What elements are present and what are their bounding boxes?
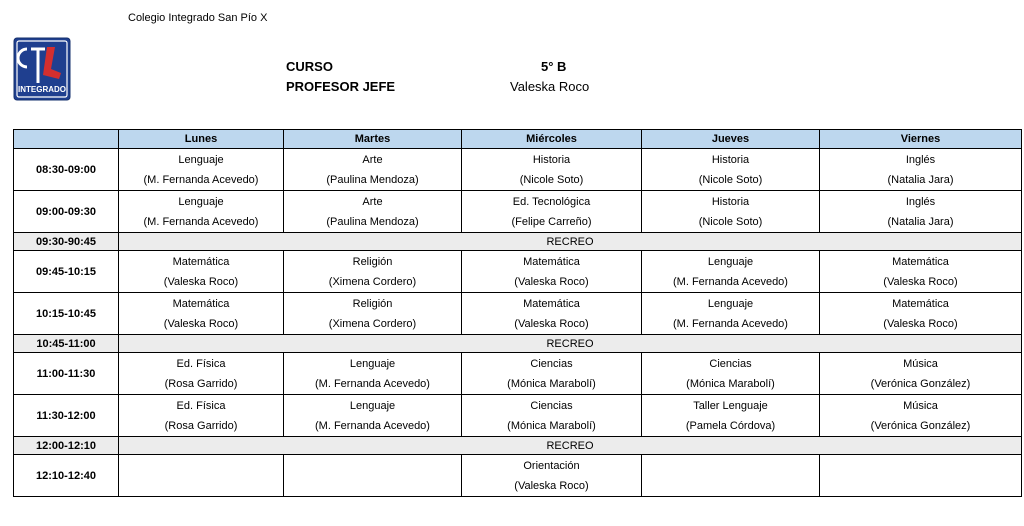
class-cell (284, 395, 462, 437)
teacher-name: (Paulina Mendoza) (326, 215, 419, 228)
teacher-name: (Valeska Roco) (883, 317, 958, 330)
day-header: Viernes (820, 130, 1022, 149)
subject-name: Ed. Física (176, 399, 226, 412)
class-cell (642, 293, 820, 335)
school-logo (13, 37, 71, 101)
class-cell (820, 149, 1022, 191)
time-slot: 10:45-11:00 (14, 335, 119, 353)
subject-name: Religión (352, 255, 393, 268)
teacher-name: (Verónica González) (870, 419, 971, 432)
teacher-name: (Natalia Jara) (887, 215, 954, 228)
subject-name: Arte (362, 153, 383, 166)
subject-name: Ciencias (530, 357, 573, 370)
subject-name: Orientación (523, 459, 580, 472)
subject-name: Lenguaje (178, 195, 224, 208)
class-cell (820, 251, 1022, 293)
subject-name: Historia (532, 153, 571, 166)
class-cell (119, 251, 284, 293)
subject-name: Taller Lenguaje (693, 399, 768, 412)
subject-name: Lenguaje (178, 153, 224, 166)
teacher-name: (Mónica Marabolí) (507, 377, 596, 390)
class-row (14, 455, 1022, 497)
break-label: RECREO (119, 233, 1022, 251)
teacher-name: (M. Fernanda Acevedo) (315, 419, 430, 432)
teacher-name: (M. Fernanda Acevedo) (143, 215, 259, 228)
teacher-name: (Nicole Soto) (698, 173, 763, 186)
class-cell (119, 191, 284, 233)
teacher-name: (Valeska Roco) (883, 275, 958, 288)
subject-name: Historia (711, 153, 750, 166)
teacher-name: (Valeska Roco) (514, 275, 589, 288)
class-cell (284, 455, 462, 497)
class-cell (462, 293, 642, 335)
subject-name: Lenguaje (349, 357, 396, 370)
subject-name: Ed. Física (176, 357, 226, 370)
teacher-name: (M. Fernanda Acevedo) (673, 317, 788, 330)
break-row (14, 437, 1022, 455)
svg-text:INTEGRADO: INTEGRADO (18, 85, 66, 94)
subject-name: Matemática (523, 297, 580, 310)
break-row (14, 233, 1022, 251)
class-row (14, 293, 1022, 335)
time-slot: 09:00-09:30 (14, 191, 119, 233)
class-cell (642, 455, 820, 497)
subject-name: Música (903, 399, 938, 412)
class-cell (284, 251, 462, 293)
subject-name: Matemática (892, 255, 949, 268)
class-cell (119, 455, 284, 497)
time-slot: 11:30-12:00 (14, 395, 119, 437)
subject-name: Ciencias (530, 399, 573, 412)
class-cell (820, 353, 1022, 395)
day-header: Jueves (642, 130, 820, 149)
class-cell (284, 293, 462, 335)
class-row (14, 191, 1022, 233)
class-cell (119, 293, 284, 335)
class-cell (462, 353, 642, 395)
subject-name: Ed. Tecnológica (512, 195, 591, 208)
teacher-name: (Nicole Soto) (519, 173, 584, 186)
teacher-name: (Paulina Mendoza) (326, 173, 419, 186)
school-name: Colegio Integrado San Pío X (128, 12, 268, 24)
subject-name: Arte (362, 195, 383, 208)
subject-name: Matemática (523, 255, 580, 268)
teacher-name: (Ximena Cordero) (328, 275, 417, 288)
class-cell (462, 455, 642, 497)
time-slot: 09:45-10:15 (14, 251, 119, 293)
class-cell (820, 293, 1022, 335)
class-cell (642, 191, 820, 233)
class-row (14, 149, 1022, 191)
time-slot: 12:10-12:40 (14, 455, 119, 497)
subject-name: Lenguaje (707, 255, 754, 268)
class-cell (119, 149, 284, 191)
teacher-name: (Verónica González) (870, 377, 971, 390)
teacher-name: (Rosa Garrido) (164, 419, 238, 432)
class-cell (284, 353, 462, 395)
class-row (14, 353, 1022, 395)
class-cell (462, 149, 642, 191)
teacher-value: Valeska Roco (510, 79, 590, 94)
subject-name: Matemática (172, 255, 230, 268)
time-slot: 10:15-10:45 (14, 293, 119, 335)
time-slot: 08:30-09:00 (14, 149, 119, 191)
break-label: RECREO (119, 335, 1022, 353)
teacher-name: (Rosa Garrido) (164, 377, 238, 390)
schedule-table (13, 129, 1022, 497)
teacher-name: (Valeska Roco) (163, 317, 239, 330)
subject-name: Ciencias (709, 357, 752, 370)
class-cell (462, 191, 642, 233)
class-cell (119, 353, 284, 395)
teacher-name: (Valeska Roco) (514, 317, 589, 330)
break-row (14, 335, 1022, 353)
day-header: Lunes (119, 130, 284, 149)
teacher-name: (Valeska Roco) (514, 479, 589, 492)
class-cell (642, 251, 820, 293)
subject-name: Lenguaje (349, 399, 396, 412)
teacher-name: (Mónica Marabolí) (507, 419, 596, 432)
subject-name: Lenguaje (707, 297, 754, 310)
class-cell (820, 455, 1022, 497)
class-row (14, 251, 1022, 293)
class-cell (642, 353, 820, 395)
day-header: Martes (284, 130, 462, 149)
teacher-name: (Valeska Roco) (163, 275, 239, 288)
schedule-header-row (14, 130, 1022, 149)
time-slot: 11:00-11:30 (14, 353, 119, 395)
subject-name: Religión (352, 297, 393, 310)
subject-name: Inglés (905, 153, 936, 166)
subject-name: Inglés (905, 195, 936, 208)
teacher-name: (Ximena Cordero) (328, 317, 417, 330)
class-cell (284, 149, 462, 191)
time-slot: 12:00-12:10 (14, 437, 119, 455)
time-header (14, 130, 119, 149)
subject-name: Matemática (892, 297, 949, 310)
class-cell (820, 395, 1022, 437)
time-slot: 09:30-90:45 (14, 233, 119, 251)
class-cell (284, 191, 462, 233)
class-row (14, 395, 1022, 437)
class-cell (119, 395, 284, 437)
course-label: CURSO (286, 59, 333, 74)
teacher-name: (Natalia Jara) (887, 173, 954, 186)
teacher-name: (Felipe Carreño) (511, 215, 592, 228)
teacher-name: (Nicole Soto) (698, 215, 763, 228)
day-header: Miércoles (462, 130, 642, 149)
break-label: RECREO (119, 437, 1022, 455)
class-cell (642, 149, 820, 191)
teacher-label: PROFESOR JEFE (286, 79, 396, 94)
subject-name: Música (903, 357, 938, 370)
teacher-name: (Pamela Córdova) (685, 419, 776, 432)
course-value: 5° B (541, 59, 567, 74)
subject-name: Matemática (172, 297, 230, 310)
class-cell (642, 395, 820, 437)
teacher-name: (M. Fernanda Acevedo) (673, 275, 788, 288)
class-cell (462, 395, 642, 437)
class-cell (462, 251, 642, 293)
teacher-name: (M. Fernanda Acevedo) (143, 173, 259, 186)
teacher-name: (M. Fernanda Acevedo) (315, 377, 430, 390)
subject-name: Historia (711, 195, 750, 208)
class-cell (820, 191, 1022, 233)
teacher-name: (Mónica Marabolí) (686, 377, 775, 390)
